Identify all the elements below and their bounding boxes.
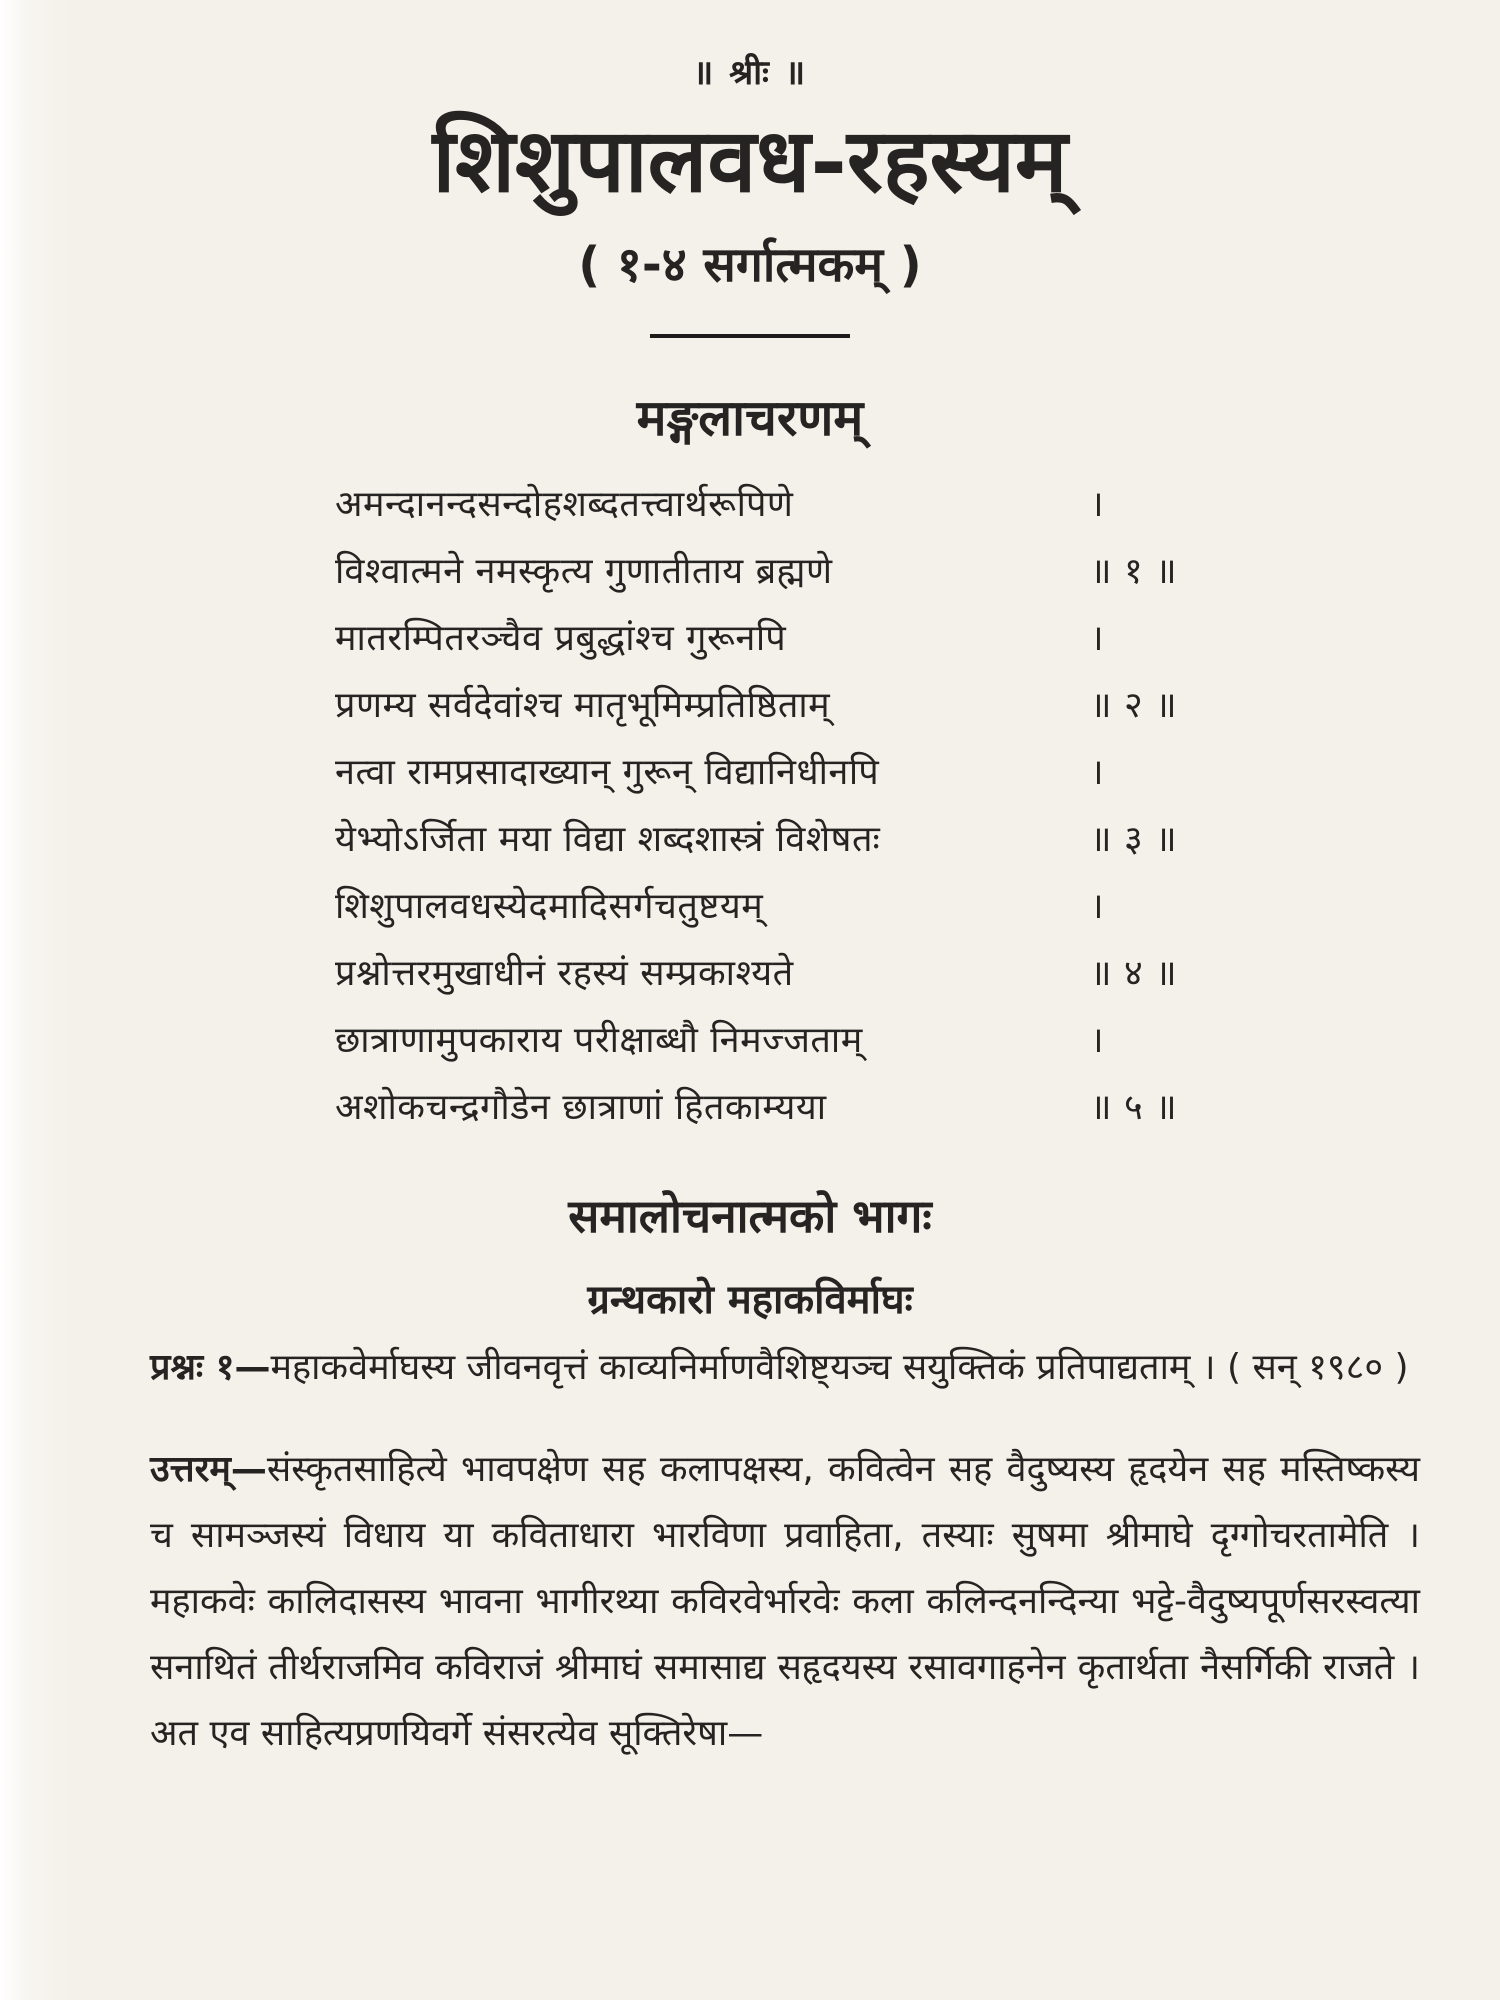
mangalacharanam-title: मङ्गलाचरणम् [636, 388, 864, 447]
verse-text: छात्राणामुपकाराय परीक्षाब्धौ निमज्जताम् [335, 1019, 863, 1061]
verse-text: येभ्योऽर्जिता मया विद्या शब्दशास्त्रं विशेषतः [335, 818, 881, 860]
verse-line [335, 612, 1275, 679]
book-subtitle: ( १-४ सर्गात्मकम् ) [578, 236, 922, 293]
verse-end-mark: ॥ १ ॥ [1090, 550, 1178, 592]
book-title: शिशुपालवध-रहस्यम् [432, 108, 1068, 212]
verse-end-mark: । [1090, 617, 1105, 659]
mangalacharanam-verses [335, 478, 1275, 1148]
verse-text: नत्वा रामप्रसादाख्यान् गुरून् विद्यानिधीनपि [335, 751, 880, 793]
answer-paragraph [80, 1437, 1420, 1767]
verse-text: शिशुपालवधस्येदमादिसर्गचतुष्टयम् [335, 885, 764, 927]
answer-text: संस्कृतसाहित्ये भावपक्षेण सह कलापक्षस्य, कवित्वेन सह वैदुष्यस्य हृदयेन सह मस्तिष्कस्य च सामञ्जस्यं विधाय या कविताधारा भारविणा प्रवाहिता, तस्याः सुषमा श्रीमाघे दृग्गोचरतामेति । महाकवेः कालिदासस्य भावना भागीरथ्या कविरवेर्भारवेः कला कलिन्दनन्दिन्या भट्टे-वैदुष्यपूर्णसरस्वत्या सनाथितं तीर्थराजमिव कविराजं श्रीमाघं समासाद्य सहृदयस्य रसावगाहनेन कृतार्थता नैसर्गिकी राजते । अत एव साहित्यप्रणयिवर्गे संसरत्येव सूक्तिरेषा— [150, 1448, 1420, 1754]
verse-text: प्रणम्य सर्वदेवांश्च मातृभूमिम्प्रतिष्ठिताम् [335, 684, 831, 726]
verse-line [335, 880, 1275, 947]
verse-end-mark: । [1090, 483, 1105, 525]
verse-end-mark: । [1090, 885, 1105, 927]
verse-line [335, 947, 1275, 1014]
verse-end-mark: । [1090, 1019, 1105, 1061]
verse-end-mark: ॥ ५ ॥ [1090, 1086, 1178, 1128]
verse-line [335, 1081, 1275, 1148]
verse-text: अशोकचन्द्रगौडेन छात्राणां हितकाम्यया [335, 1086, 827, 1128]
verse-line [335, 478, 1275, 545]
question-label: प्रश्नः १— [150, 1346, 271, 1388]
verse-end-mark: ॥ ३ ॥ [1090, 818, 1178, 860]
verse-end-mark: । [1090, 751, 1105, 793]
invocation-shri: ॥ श्रीः ॥ [692, 53, 808, 93]
page-edge-shadow [0, 0, 70, 2000]
verse-text: अमन्दानन्दसन्दोहशब्दतत्त्वार्थरूपिणे [335, 483, 794, 525]
critical-section-heading: समालोचनात्मको भागः [568, 1188, 932, 1243]
author-subheading: ग्रन्थकारो महाकविर्माघः [587, 1276, 913, 1323]
verse-line [335, 1014, 1275, 1081]
title-divider [650, 334, 850, 338]
answer-label: उत्तरम्— [150, 1448, 267, 1490]
question-text: महाकवेर्माघस्य जीवनवृत्तं काव्यनिर्माणवैशिष्ट्यञ्च सयुक्तिकं प्रतिपाद्यताम् । ( सन् १९८० ) [270, 1346, 1409, 1388]
verse-end-mark: ॥ २ ॥ [1090, 684, 1178, 726]
verse-line [335, 545, 1275, 612]
verse-line [335, 813, 1275, 880]
page-content [80, 40, 1420, 1803]
verse-end-mark: ॥ ४ ॥ [1090, 952, 1178, 994]
verse-text: प्रश्नोत्तरमुखाधीनं रहस्यं सम्प्रकाश्यते [335, 952, 794, 994]
verse-text: विश्वात्मने नमस्कृत्य गुणातीताय ब्रह्मणे [335, 550, 833, 592]
verse-line [335, 746, 1275, 813]
question-paragraph [80, 1335, 1420, 1401]
verse-text: मातरम्पितरञ्चैव प्रबुद्धांश्च गुरूनपि [335, 617, 787, 659]
verse-line [335, 679, 1275, 746]
